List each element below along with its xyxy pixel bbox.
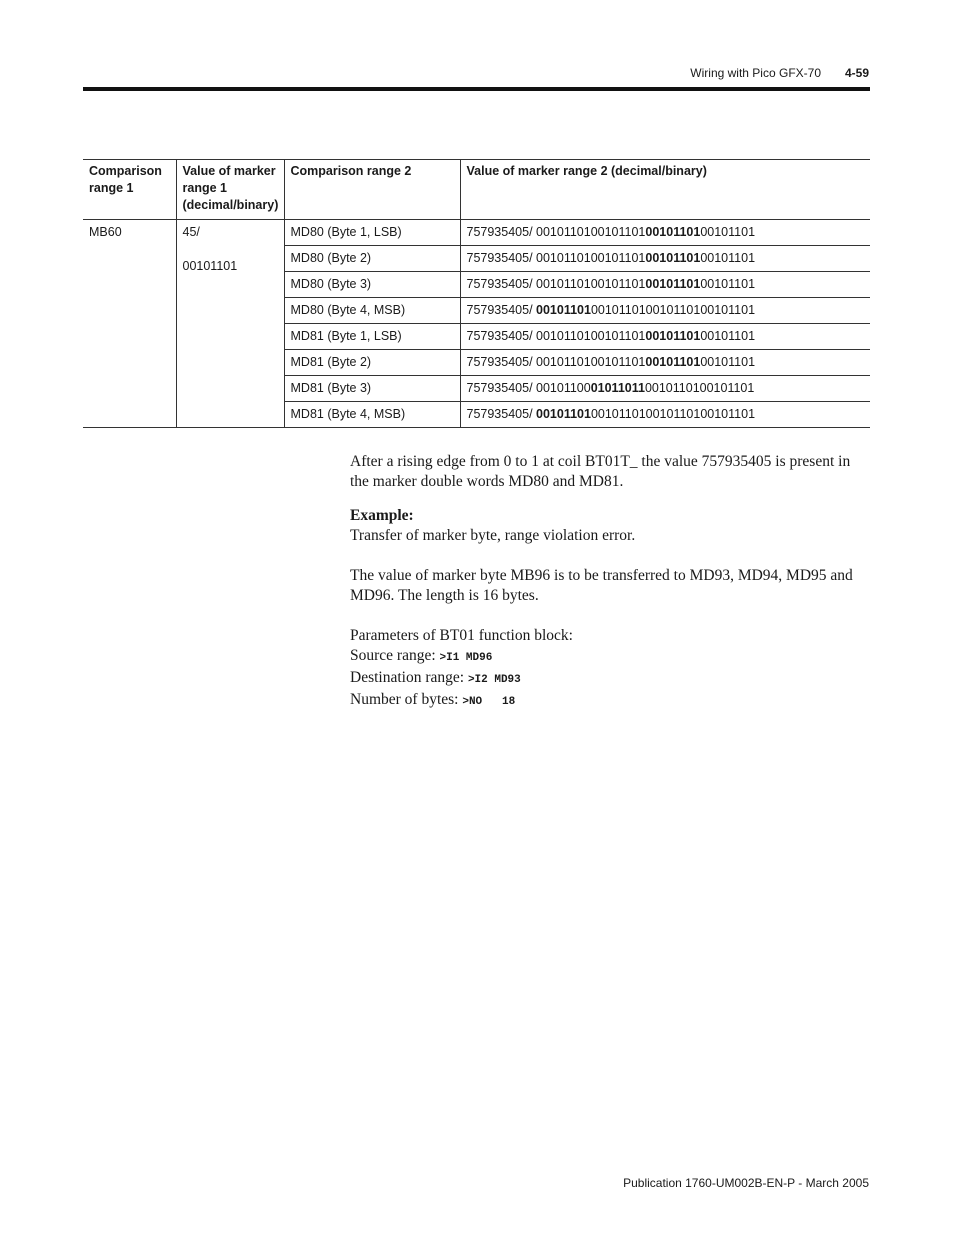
value-range-1-decimal: 45/	[182, 225, 200, 239]
value-range-2-suffix: 00101101	[700, 277, 756, 291]
body-text	[350, 452, 870, 712]
value-range-2-highlighted-byte: 00101101	[645, 277, 701, 291]
value-range-1-binary: 00101101	[182, 259, 238, 273]
value-range-2-cell	[460, 350, 870, 376]
comparison-range-2-cell: MD80 (Byte 4, MSB)	[284, 298, 460, 324]
value-range-2-suffix: 00101101	[700, 355, 756, 369]
footer-publication: Publication 1760-UM002B-EN-P - March 2005	[623, 1176, 869, 1190]
comparison-range-2-cell: MD81 (Byte 3)	[284, 376, 460, 402]
value-range-2-highlighted-byte: 00101101	[536, 407, 591, 421]
paragraph-rising-edge: After a rising edge from 0 to 1 at coil BT01T_ the value 757935405 is present in the marker double words MD80 and MD81.	[350, 453, 851, 490]
destination-range-value: >I2 MD93	[467, 674, 521, 686]
parameters-intro: Parameters of BT01 function block:	[350, 627, 573, 644]
header-comparison-range-2: Comparison range 2	[284, 160, 460, 220]
value-range-2-highlighted-byte: 00101101	[645, 251, 701, 265]
value-range-2-cell	[460, 298, 870, 324]
value-range-2-prefix: 757935405/ 0010110100101101	[466, 355, 646, 369]
table-row	[83, 220, 870, 246]
comparison-range-2-cell: MD80 (Byte 1, LSB)	[284, 220, 460, 246]
header-title: Wiring with Pico GFX-70	[690, 66, 821, 80]
value-range-2-prefix: 757935405/ 0010110100101101	[466, 329, 646, 343]
value-range-2-highlighted-byte: 01011011	[590, 381, 645, 395]
header-comparison-range-1: Comparison range 1	[83, 160, 176, 220]
value-range-2-prefix: 757935405/	[466, 407, 537, 421]
value-range-2-cell	[460, 324, 870, 350]
page-header	[0, 66, 869, 84]
destination-range-label: Destination range:	[350, 669, 468, 686]
value-range-2-suffix: 0010110100101101	[644, 381, 755, 395]
number-of-bytes-label: Number of bytes:	[350, 691, 463, 708]
comparison-range-2-cell: MD81 (Byte 1, LSB)	[284, 324, 460, 350]
value-range-2-suffix: 00101101	[700, 225, 756, 239]
value-range-2-suffix: 001011010010110100101101	[590, 407, 756, 421]
comparison-range-2-cell: MD80 (Byte 2)	[284, 246, 460, 272]
comparison-range-1-cell: MB60	[83, 220, 176, 428]
value-range-2-cell	[460, 376, 870, 402]
number-of-bytes-value: >NO 18	[462, 696, 516, 708]
value-range-2-cell	[460, 402, 870, 428]
value-range-2-suffix: 00101101	[700, 329, 756, 343]
header-value-range-1: Value of marker range 1 (decimal/binary)	[176, 160, 284, 220]
comparison-table	[83, 159, 870, 428]
number-of-bytes-line	[350, 690, 870, 712]
source-range-label: Source range:	[350, 647, 440, 664]
paragraph-transfer: The value of marker byte MB96 is to be transferred to MD93, MD94, MD95 and MD96. The length is 16 bytes.	[350, 567, 853, 604]
value-range-2-prefix: 757935405/	[466, 303, 537, 317]
value-range-2-highlighted-byte: 00101101	[536, 303, 591, 317]
value-range-2-prefix: 757935405/ 00101100	[466, 381, 591, 395]
value-range-2-cell	[460, 272, 870, 298]
comparison-range-2-cell: MD80 (Byte 3)	[284, 272, 460, 298]
table-header-row	[83, 160, 870, 220]
value-range-1-cell	[176, 220, 284, 428]
value-range-2-prefix: 757935405/ 0010110100101101	[466, 225, 646, 239]
value-range-2-prefix: 757935405/ 0010110100101101	[466, 277, 646, 291]
value-range-2-cell	[460, 220, 870, 246]
example-description: Transfer of marker byte, range violation error.	[350, 527, 636, 544]
header-rule	[83, 87, 870, 91]
destination-range-line	[350, 668, 870, 690]
comparison-range-2-cell: MD81 (Byte 4, MSB)	[284, 402, 460, 428]
example-heading: Example:	[350, 507, 414, 524]
value-range-2-highlighted-byte: 00101101	[645, 225, 701, 239]
value-range-2-highlighted-byte: 00101101	[645, 329, 701, 343]
value-range-2-cell	[460, 246, 870, 272]
page-number: 4-59	[844, 66, 869, 80]
source-range-value: >I1 MD96	[439, 652, 493, 664]
value-range-2-highlighted-byte: 00101101	[645, 355, 701, 369]
source-range-line	[350, 646, 870, 668]
comparison-range-2-cell: MD81 (Byte 2)	[284, 350, 460, 376]
value-range-2-suffix: 00101101	[700, 251, 756, 265]
header-value-range-2: Value of marker range 2 (decimal/binary)	[460, 160, 870, 220]
value-range-2-suffix: 001011010010110100101101	[590, 303, 756, 317]
value-range-2-prefix: 757935405/ 0010110100101101	[466, 251, 646, 265]
